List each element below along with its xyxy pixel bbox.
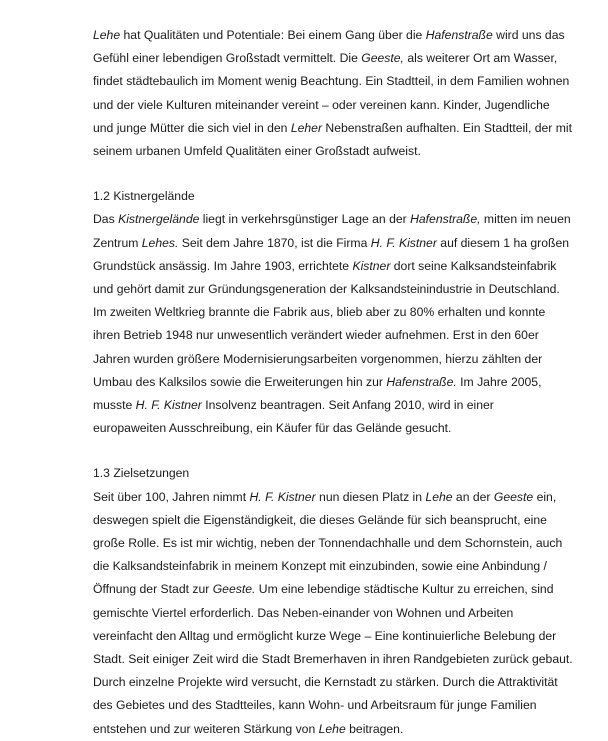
text-line <box>93 301 548 324</box>
text-run: Umbau des Kalksilos sowie die Erweiterungen hin zur <box>93 374 387 389</box>
text-line <box>93 371 548 394</box>
text-run: beitragen. <box>345 721 404 736</box>
text-line <box>93 625 557 648</box>
text-line <box>93 578 554 601</box>
text-line <box>93 208 571 231</box>
text-run: die Kalksandsteinfabrik in meinem Konzept mit einzubinden, sowie eine Anbindung / <box>93 559 547 574</box>
text-run: Zentrum <box>93 235 142 250</box>
text-run: Das <box>93 212 119 227</box>
paragraph-gap <box>93 440 548 462</box>
text-line <box>93 486 557 509</box>
text-run: wird uns das <box>492 28 565 42</box>
text-line <box>93 255 557 278</box>
text-run: Im zweiten Weltkrieg brannte die Fabrik aus, blieb aber zu 80% erhalten und konnte <box>93 305 546 320</box>
kistnergelaende-paragraph <box>93 208 571 440</box>
text-line <box>93 648 573 671</box>
text-run: vereinfacht den Alltag und ermöglicht kurze Wege – Eine kontinuierliche Belebung der <box>93 628 557 643</box>
text-run: Im Jahre 2005, <box>456 374 542 389</box>
text-run: auf diesem 1 ha großen <box>436 235 570 250</box>
italic-text: Geeste. <box>212 582 256 597</box>
text-line <box>93 417 548 440</box>
text-run: und der viele Kulturen miteinander vereint – oder vereinen kann. Kinder, Jugendliche <box>93 97 550 112</box>
italic-text: H. F. Kistner <box>249 489 316 504</box>
text-run: Seit dem Jahre 1870, ist die Firma <box>178 235 371 250</box>
italic-text: Kistnergelände <box>118 212 200 227</box>
text-line <box>93 94 548 117</box>
text-run: Stadt. Seit einiger Zeit wird die Stadt Bremerhaven in ihren Randgebieten zurück gebaut. <box>93 652 573 667</box>
text-run: europaweiten Ausschreibung, ein Käufer für das Gelände gesucht. <box>93 421 452 436</box>
text-run: Öffnung der Stadt zur <box>93 582 213 597</box>
text-line <box>93 117 572 140</box>
text-line <box>93 718 548 741</box>
text-run: gemischte Viertel erforderlich. Das Neben-einander von Wohnen und Arbeiten <box>93 605 514 620</box>
intro-paragraph <box>93 24 572 163</box>
section-heading-zielsetzungen: 1.3 Zielsetzungen <box>93 466 190 481</box>
italic-text: Lehes. <box>141 235 179 250</box>
italic-text: Lehe <box>425 489 453 504</box>
text-run: ein, <box>533 489 557 504</box>
text-line <box>93 671 558 694</box>
text-run: dort seine Kalksandsteinfabrik <box>390 258 557 273</box>
italic-text: Kistner <box>352 258 391 273</box>
text-line <box>93 555 548 578</box>
italic-text: Geeste <box>493 489 534 504</box>
text-line <box>93 47 558 70</box>
text-line <box>93 394 548 417</box>
text-run: Insolvenz beantragen. Seit Anfang 2010, wird in einer <box>201 398 494 413</box>
text-line <box>93 509 548 532</box>
text-run: Durch einzelne Projekte wird versucht, die Kernstadt zu stärken. Durch die Attraktivität <box>93 675 558 690</box>
italic-text: H. F. Kistner <box>370 235 437 250</box>
italic-text: Leher <box>290 120 322 135</box>
text-run: des Gebietes und des Stadtteiles, kann Wohn- und Arbeitsraum für junge Familien <box>93 698 537 713</box>
text-run: Seit über 100, Jahren nimmt <box>93 489 250 504</box>
text-line <box>93 24 565 47</box>
text-run: hat Qualitäten und Potentiale: Bei einem Gang über die <box>120 28 426 42</box>
text-line <box>93 140 548 163</box>
italic-text: Lehe <box>318 721 346 736</box>
text-run: Grundstück ansässig. Im Jahre 1903, errichtete <box>93 258 353 273</box>
text-run: seinem urbanen Umfeld Qualitäten einer Großstadt aufweist. <box>93 144 421 159</box>
text-run: große Rolle. Es ist mir wichtig, neben der Tonnendachhalle und dem Schornstein, auch <box>93 536 563 551</box>
text-run: deswegen spielt die Eigenständigkeit, die dieses Gelände für sich beansprucht, eine <box>93 512 547 527</box>
zielsetzungen-paragraph <box>93 486 573 741</box>
section-heading-kistnergelaende: 1.2 Kistnergelände <box>93 189 195 204</box>
text-line <box>93 70 570 93</box>
paragraph-gap <box>93 163 548 185</box>
text-line <box>93 324 548 347</box>
text-run: mitten im neuen <box>480 212 571 227</box>
text-line <box>93 602 548 625</box>
text-line <box>93 278 560 301</box>
italic-text: Hafenstraße. <box>386 374 457 389</box>
text-run: an der <box>452 489 494 504</box>
text-run: liegt in verkehrsgünstiger Lage an der <box>199 212 411 227</box>
text-run: musste <box>93 398 136 413</box>
text-run: ihren Betrieb 1948 nur unwesentlich verändert wieder aufnehmen. Erst in den 60er <box>93 328 539 343</box>
text-run: nun diesen Platz in <box>315 489 426 504</box>
text-run: Gefühl einer lebendigen Großstadt vermittelt. Die <box>93 51 362 66</box>
italic-text: Geeste, <box>361 51 404 66</box>
italic-text: H. F. Kistner <box>135 398 202 413</box>
italic-text: Lehe <box>93 28 121 42</box>
text-run: als weiterer Ort am Wasser, <box>403 51 558 66</box>
text-run: und gehört damit zur Gründungsgeneration der Kalksandsteinindustrie in Deutschland. <box>93 282 560 297</box>
text-run: Um eine lebendige städtische Kultur zu erreichen, sind <box>255 582 554 597</box>
italic-text: Hafenstraße <box>425 28 493 42</box>
text-run: Jahren wurden größere Modernisierungsarbeiten vorgenommen, hierzu zählten der <box>93 351 543 366</box>
text-line <box>93 232 570 255</box>
text-line <box>93 694 548 717</box>
text-line <box>93 532 563 555</box>
text-run: und junge Mütter die sich viel in den <box>93 120 291 135</box>
text-run: entstehen und zur weiteren Stärkung von <box>93 721 319 736</box>
italic-text: Hafenstraße, <box>410 212 481 227</box>
text-run: Nebenstraßen aufhalten. Ein Stadtteil, der mit <box>322 120 572 135</box>
text-line <box>93 348 548 371</box>
text-run: findet städtebaulich im Moment wenig Beachtung. Ein Stadtteil, in dem Familien wohnen <box>93 74 570 89</box>
